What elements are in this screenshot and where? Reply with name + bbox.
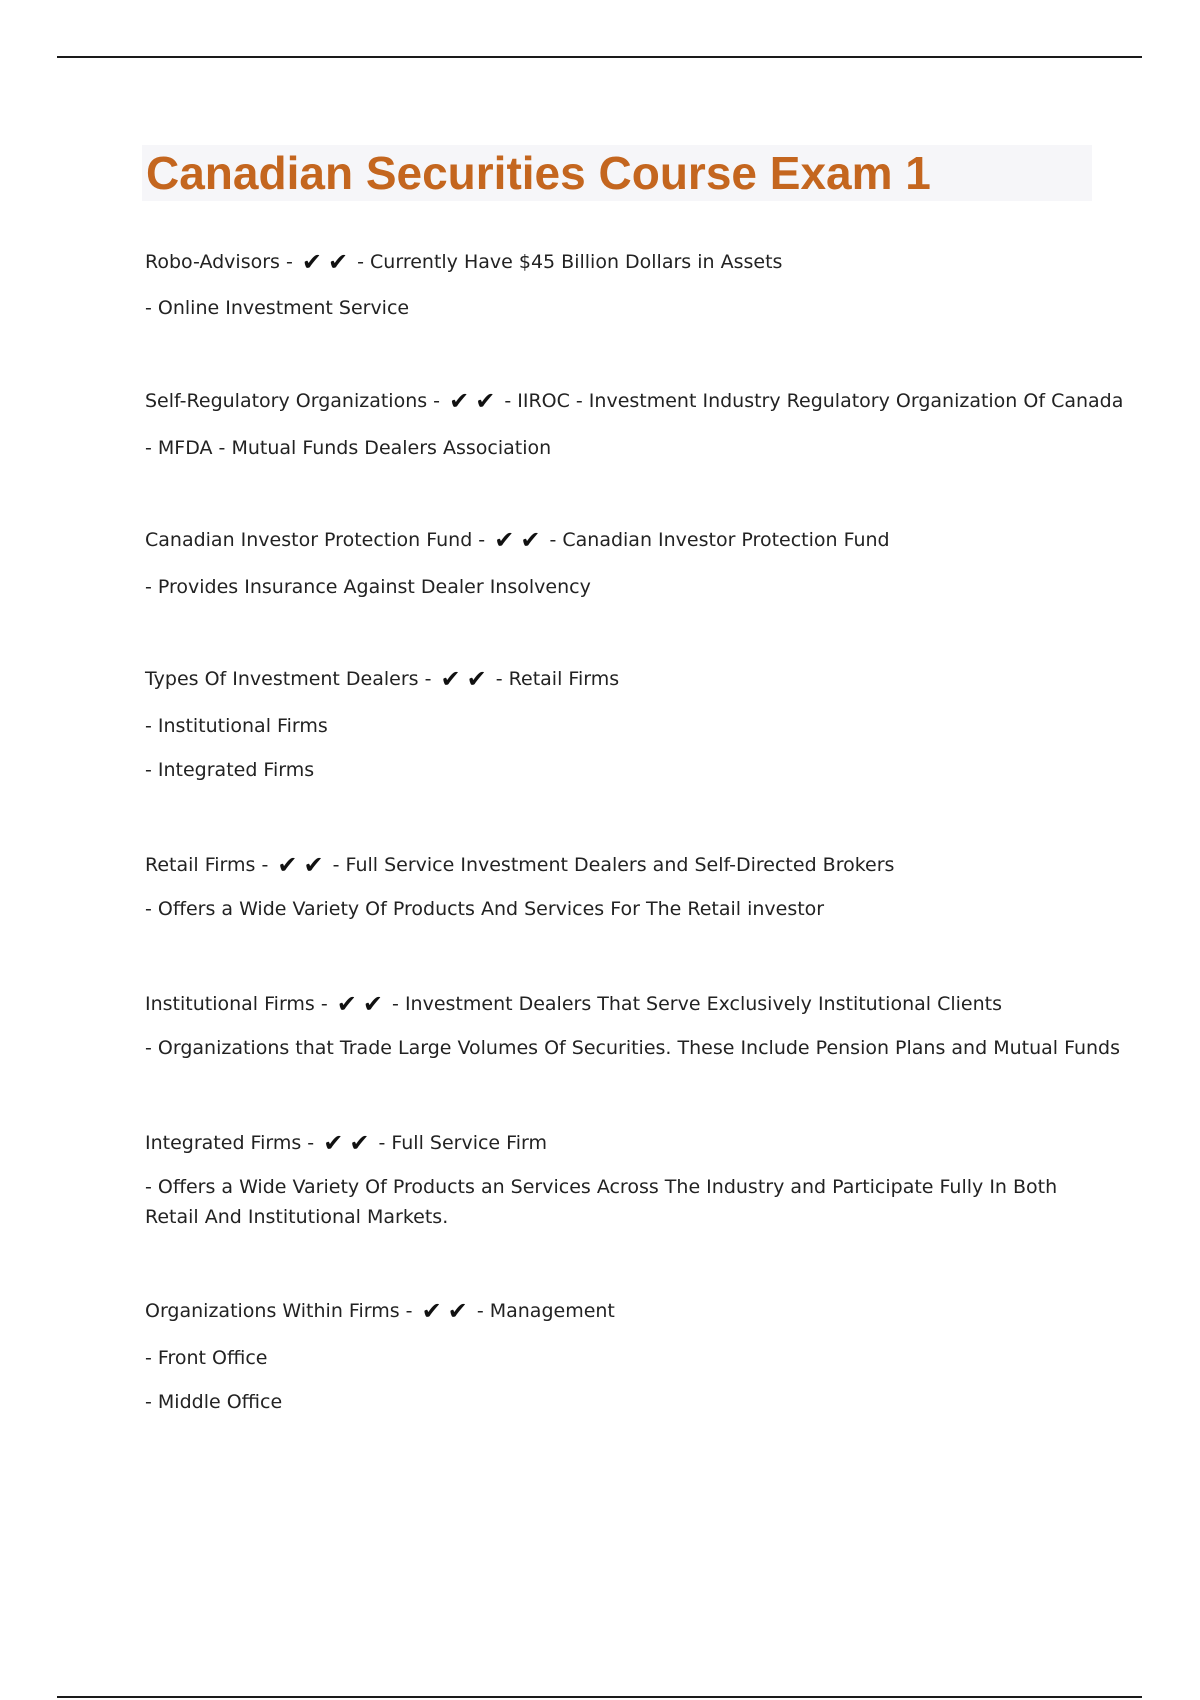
checkmark-icon: ✔ [475,387,496,415]
header-rule [57,56,1142,58]
entry-answer-line: - Front Office [145,1347,268,1369]
entry-answer-line: - Offers a Wide Variety Of Products And Services For The Retail investor [145,898,825,920]
entry-answer-line: - Offers a Wide Variety Of Products an Services Across The Industry and Participate Fully In Both Retail And Institutional Markets. [145,1176,1058,1228]
checkmark-icon: ✔ [323,1129,344,1157]
entry-term: Integrated Firms - [145,1132,315,1154]
entry-answer-line: - MFDA - Mutual Funds Dealers Association [145,437,552,459]
checkmark-icon: ✔ [301,248,322,276]
entry-answer-line: - Middle Office [145,1391,283,1413]
entry-answer-line: - Provides Insurance Against Dealer Insolvency [145,576,591,598]
checkmark-icon: ✔ [362,990,383,1018]
entry-term: Robo-Advisors - [145,251,293,273]
entry-term-line [145,990,1002,1018]
entry-term: Institutional Firms - [145,993,328,1015]
entry-term: Types Of Investment Dealers - [145,668,432,690]
entry-answer: - Investment Dealers That Serve Exclusively Institutional Clients [392,993,1002,1015]
entry-term: Organizations Within Firms - [145,1300,413,1322]
checkmark-icon: ✔ [447,1297,468,1325]
footer-rule [57,1696,1142,1698]
entry-answer: - Full Service Investment Dealers and Self-Directed Brokers [332,854,895,876]
entry-answer: - IIROC - Investment Industry Regulatory Organization Of Canada [504,390,1124,412]
checkmark-icon: ✔ [421,1297,442,1325]
entry-answer: - Retail Firms [495,668,620,690]
checkmark-icon: ✔ [327,248,349,276]
checkmark-icon: ✔ [449,387,470,415]
entry-answer: - Currently Have $45 Billion Dollars in Assets [357,251,783,273]
entry-term: Retail Firms - [145,854,269,876]
entry-term-line [145,851,894,879]
checkmark-icon: ✔ [277,851,298,879]
page-title: Canadian Securities Course Exam 1 [146,147,931,199]
checkmark-icon: ✔ [336,990,357,1018]
checkmark-icon: ✔ [303,851,324,879]
entry-answer: - Management [476,1300,615,1322]
entry-answer-line: - Integrated Firms [145,759,315,781]
checkmark-icon: ✔ [494,526,515,554]
checkmark-icon: ✔ [440,665,461,693]
entry-term-line [145,387,1123,415]
entry-term-line [145,526,890,554]
entry-term-line [145,665,619,693]
checkmark-icon: ✔ [466,665,487,693]
entry-term-line [145,1297,615,1325]
checkmark-icon: ✔ [520,526,541,554]
entry-answer-line: - Online Investment Service [145,297,410,319]
entry-answer: - Canadian Investor Protection Fund [549,529,890,551]
checkmark-icon: ✔ [349,1129,370,1157]
entry-answer-line: - Institutional Firms [145,715,328,737]
entry-term: Self-Regulatory Organizations - [145,390,441,412]
entry-term-line [145,248,782,276]
entry-term-line [145,1129,547,1157]
entry-answer-line: - Organizations that Trade Large Volumes Of Securities. These Include Pension Plans and Mutual Funds [145,1037,1121,1059]
entry-answer: - Full Service Firm [378,1132,547,1154]
entry-term: Canadian Investor Protection Fund - [145,529,486,551]
